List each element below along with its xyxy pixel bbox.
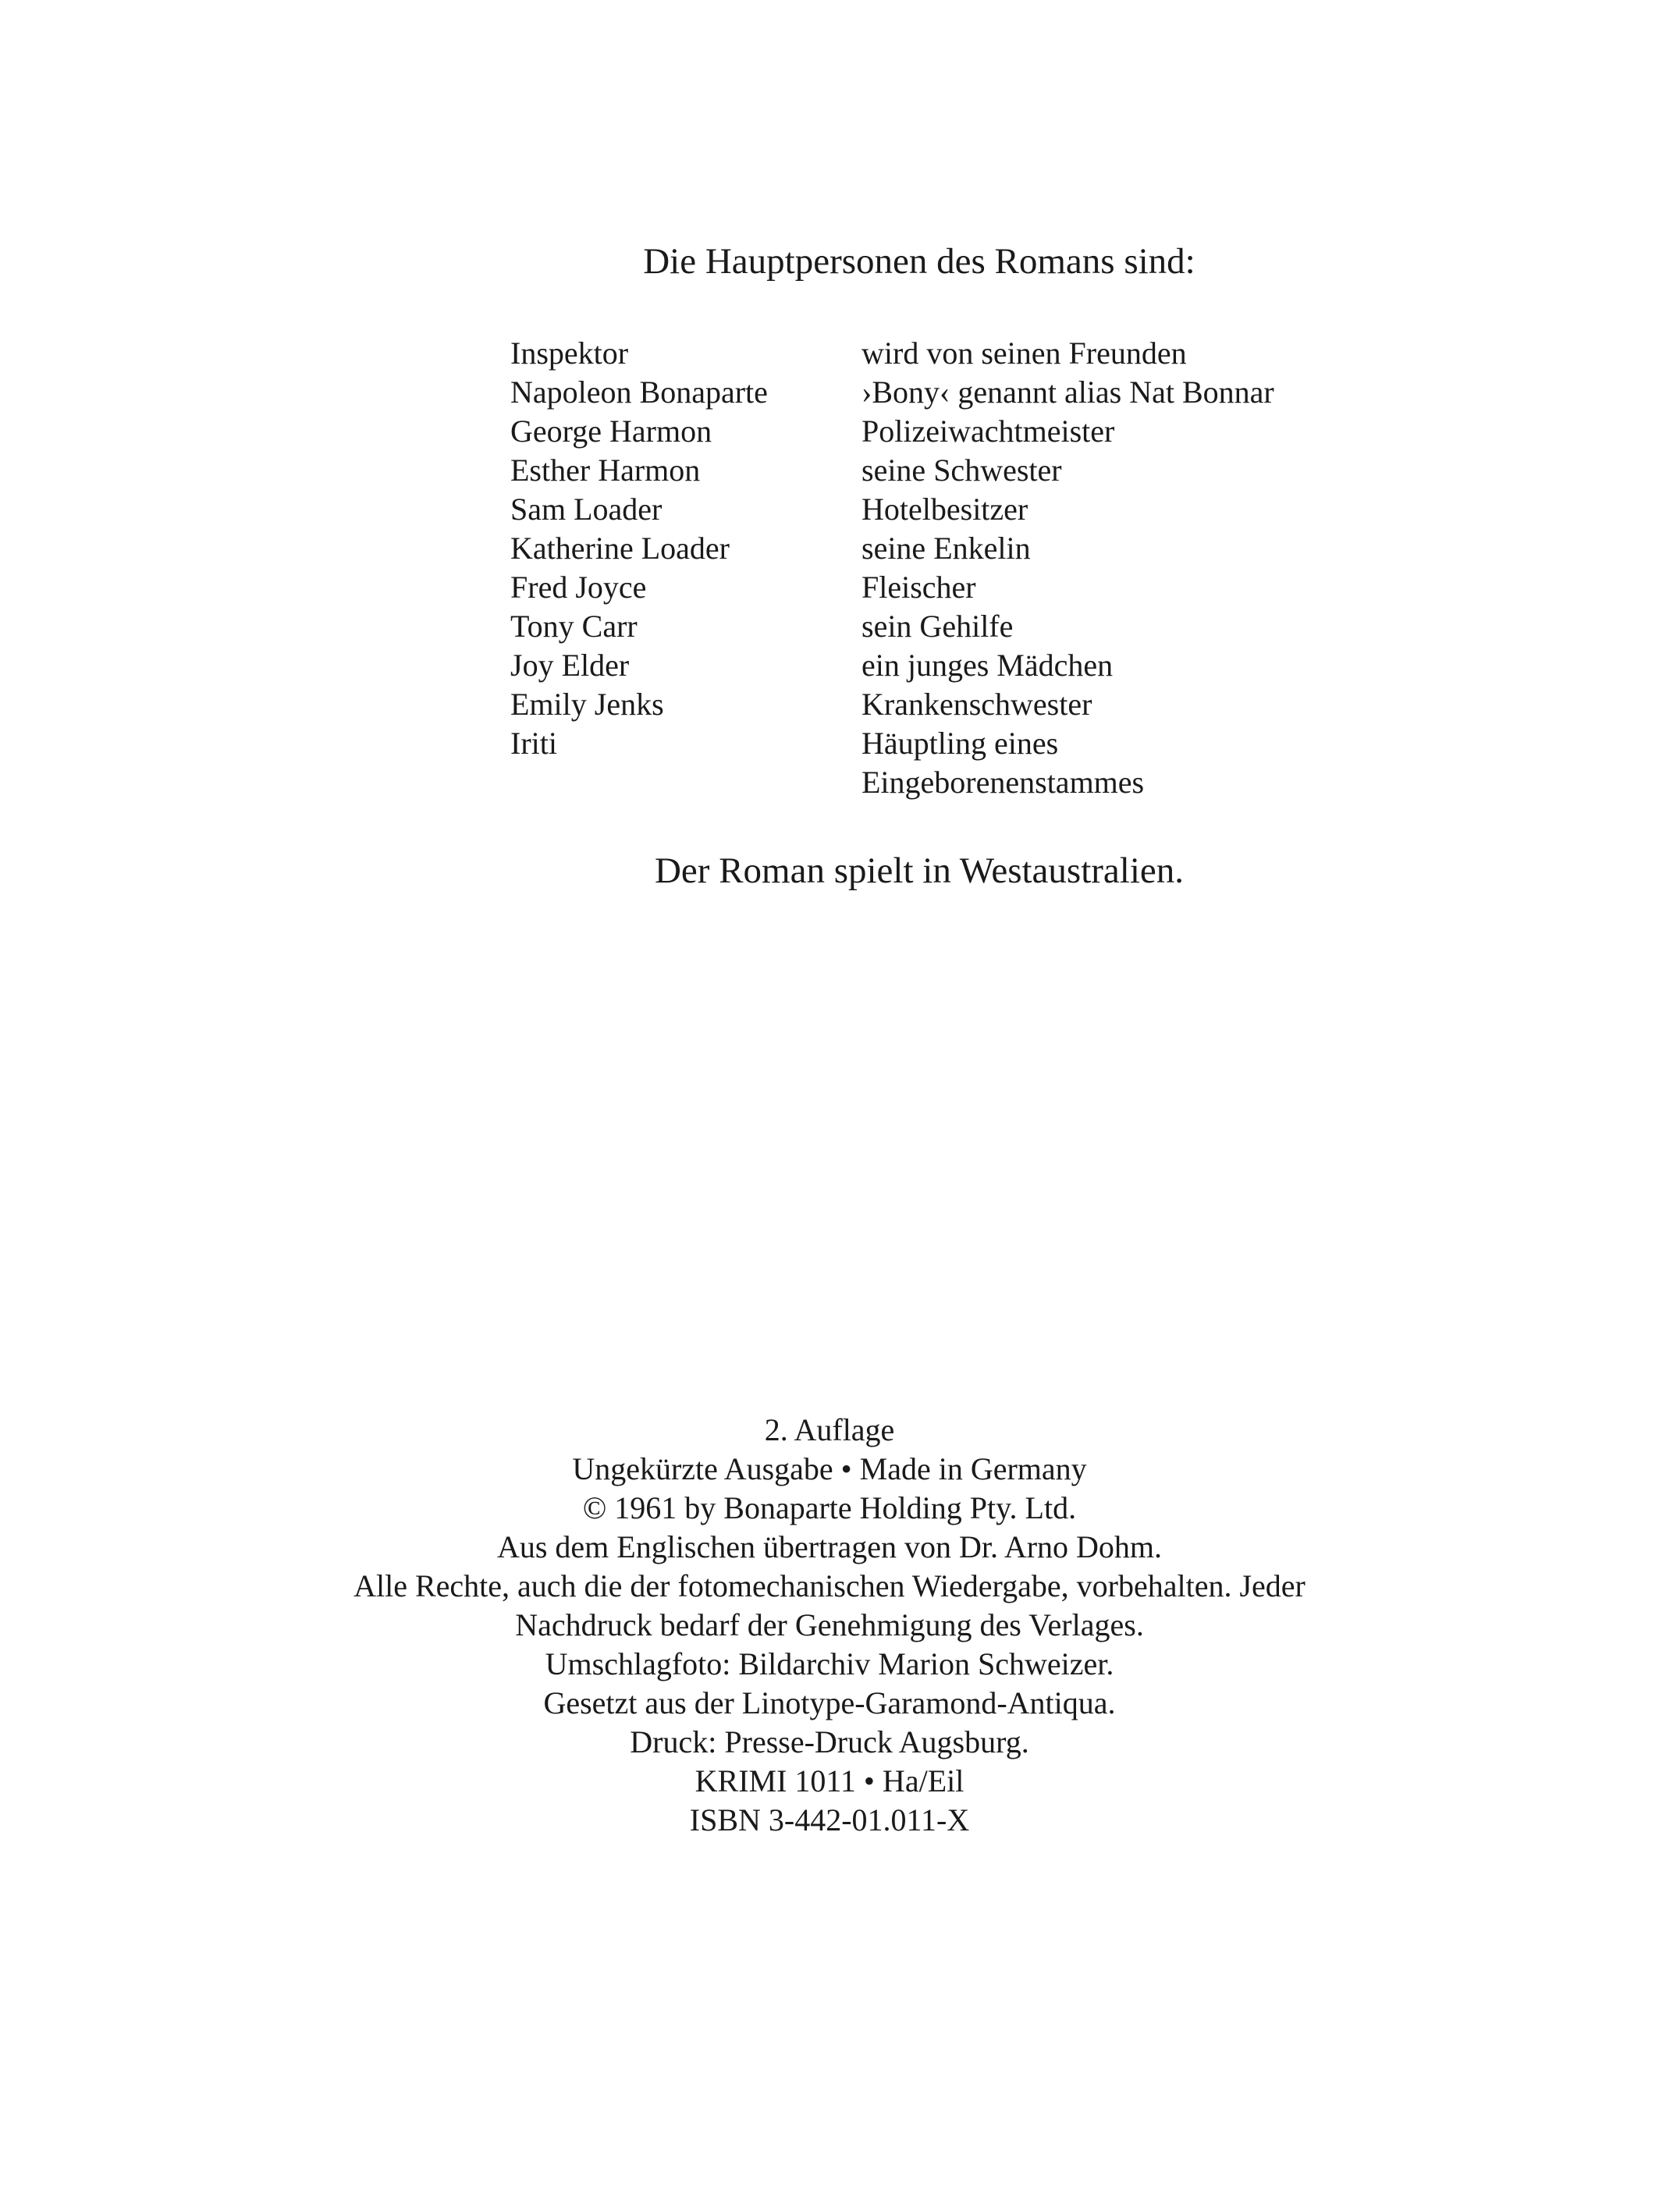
cast-name	[510, 763, 861, 802]
cast-name: Fred Joyce	[510, 570, 647, 605]
rights-line: Alle Rechte, auch die der fotomechanischen Wiedergabe, vorbehalten. Jeder	[353, 1568, 1306, 1603]
cast-name: Iriti	[510, 726, 557, 761]
cast-role: Fleischer	[861, 570, 976, 605]
cast-row	[510, 373, 1274, 412]
setting-line: Der Roman spielt in Westaustralien.	[654, 850, 1184, 891]
cast-list	[510, 334, 1274, 802]
cast-name: Inspektor	[510, 336, 629, 371]
cast-name: Sam Loader	[510, 492, 663, 527]
cast-row	[510, 607, 1274, 646]
cast-row	[510, 568, 1274, 607]
cast-role: seine Enkelin	[861, 531, 1031, 566]
cast-name: Napoleon Bonaparte	[510, 375, 768, 410]
cast-row	[510, 685, 1274, 724]
cast-row	[510, 451, 1274, 490]
cast-role: Hotelbesitzer	[861, 492, 1028, 527]
cast-role: Polizeiwachtmeister	[861, 414, 1115, 449]
cast-role: Eingeborenenstammes	[861, 765, 1145, 800]
printer-line: Druck: Presse-Druck Augsburg.	[630, 1724, 1029, 1759]
cast-role: Häuptling eines	[861, 726, 1059, 761]
cast-name: Esther Harmon	[510, 453, 701, 488]
cast-row	[510, 334, 1274, 373]
copyright-line: © 1961 by Bonaparte Holding Pty. Ltd.	[582, 1490, 1077, 1525]
cover-photo-line: Umschlagfoto: Bildarchiv Marion Schweizer.	[545, 1646, 1114, 1681]
cast-name: Emily Jenks	[510, 687, 664, 722]
cast-name: Tony Carr	[510, 609, 638, 644]
cast-role: wird von seinen Freunden	[861, 336, 1187, 371]
series-number-line: KRIMI 1011 • Ha/Eil	[695, 1763, 964, 1798]
cast-row	[510, 724, 1274, 763]
rights-line-continued: Nachdruck bedarf der Genehmigung des Verlages.	[515, 1607, 1144, 1642]
edition-line: 2. Auflage	[764, 1412, 895, 1447]
cast-role: sein Gehilfe	[861, 609, 1014, 644]
cast-name: Joy Elder	[510, 648, 630, 683]
cast-row	[510, 490, 1274, 529]
cast-row	[510, 412, 1274, 451]
cast-row	[510, 763, 1274, 802]
cast-row	[510, 529, 1274, 568]
cast-name: George Harmon	[510, 414, 712, 449]
translator-line: Aus dem Englischen übertragen von Dr. Arno Dohm.	[496, 1529, 1163, 1564]
cast-role: seine Schwester	[861, 453, 1062, 488]
typeface-line: Gesetzt aus der Linotype-Garamond-Antiqua.	[543, 1685, 1116, 1720]
cast-role: ein junges Mädchen	[861, 648, 1114, 683]
cast-name: Katherine Loader	[510, 531, 730, 566]
isbn-line: ISBN 3-442-01.011-X	[689, 1802, 970, 1837]
edition-note-line: Ungekürzte Ausgabe • Made in Germany	[572, 1451, 1087, 1486]
cast-role: ›Bony‹ genannt alias Nat Bonnar	[861, 375, 1274, 410]
cast-role: Krankenschwester	[861, 687, 1092, 722]
imprint-block	[0, 1411, 1659, 1840]
cast-row	[510, 646, 1274, 685]
cast-heading: Die Hauptpersonen des Romans sind:	[643, 241, 1195, 282]
